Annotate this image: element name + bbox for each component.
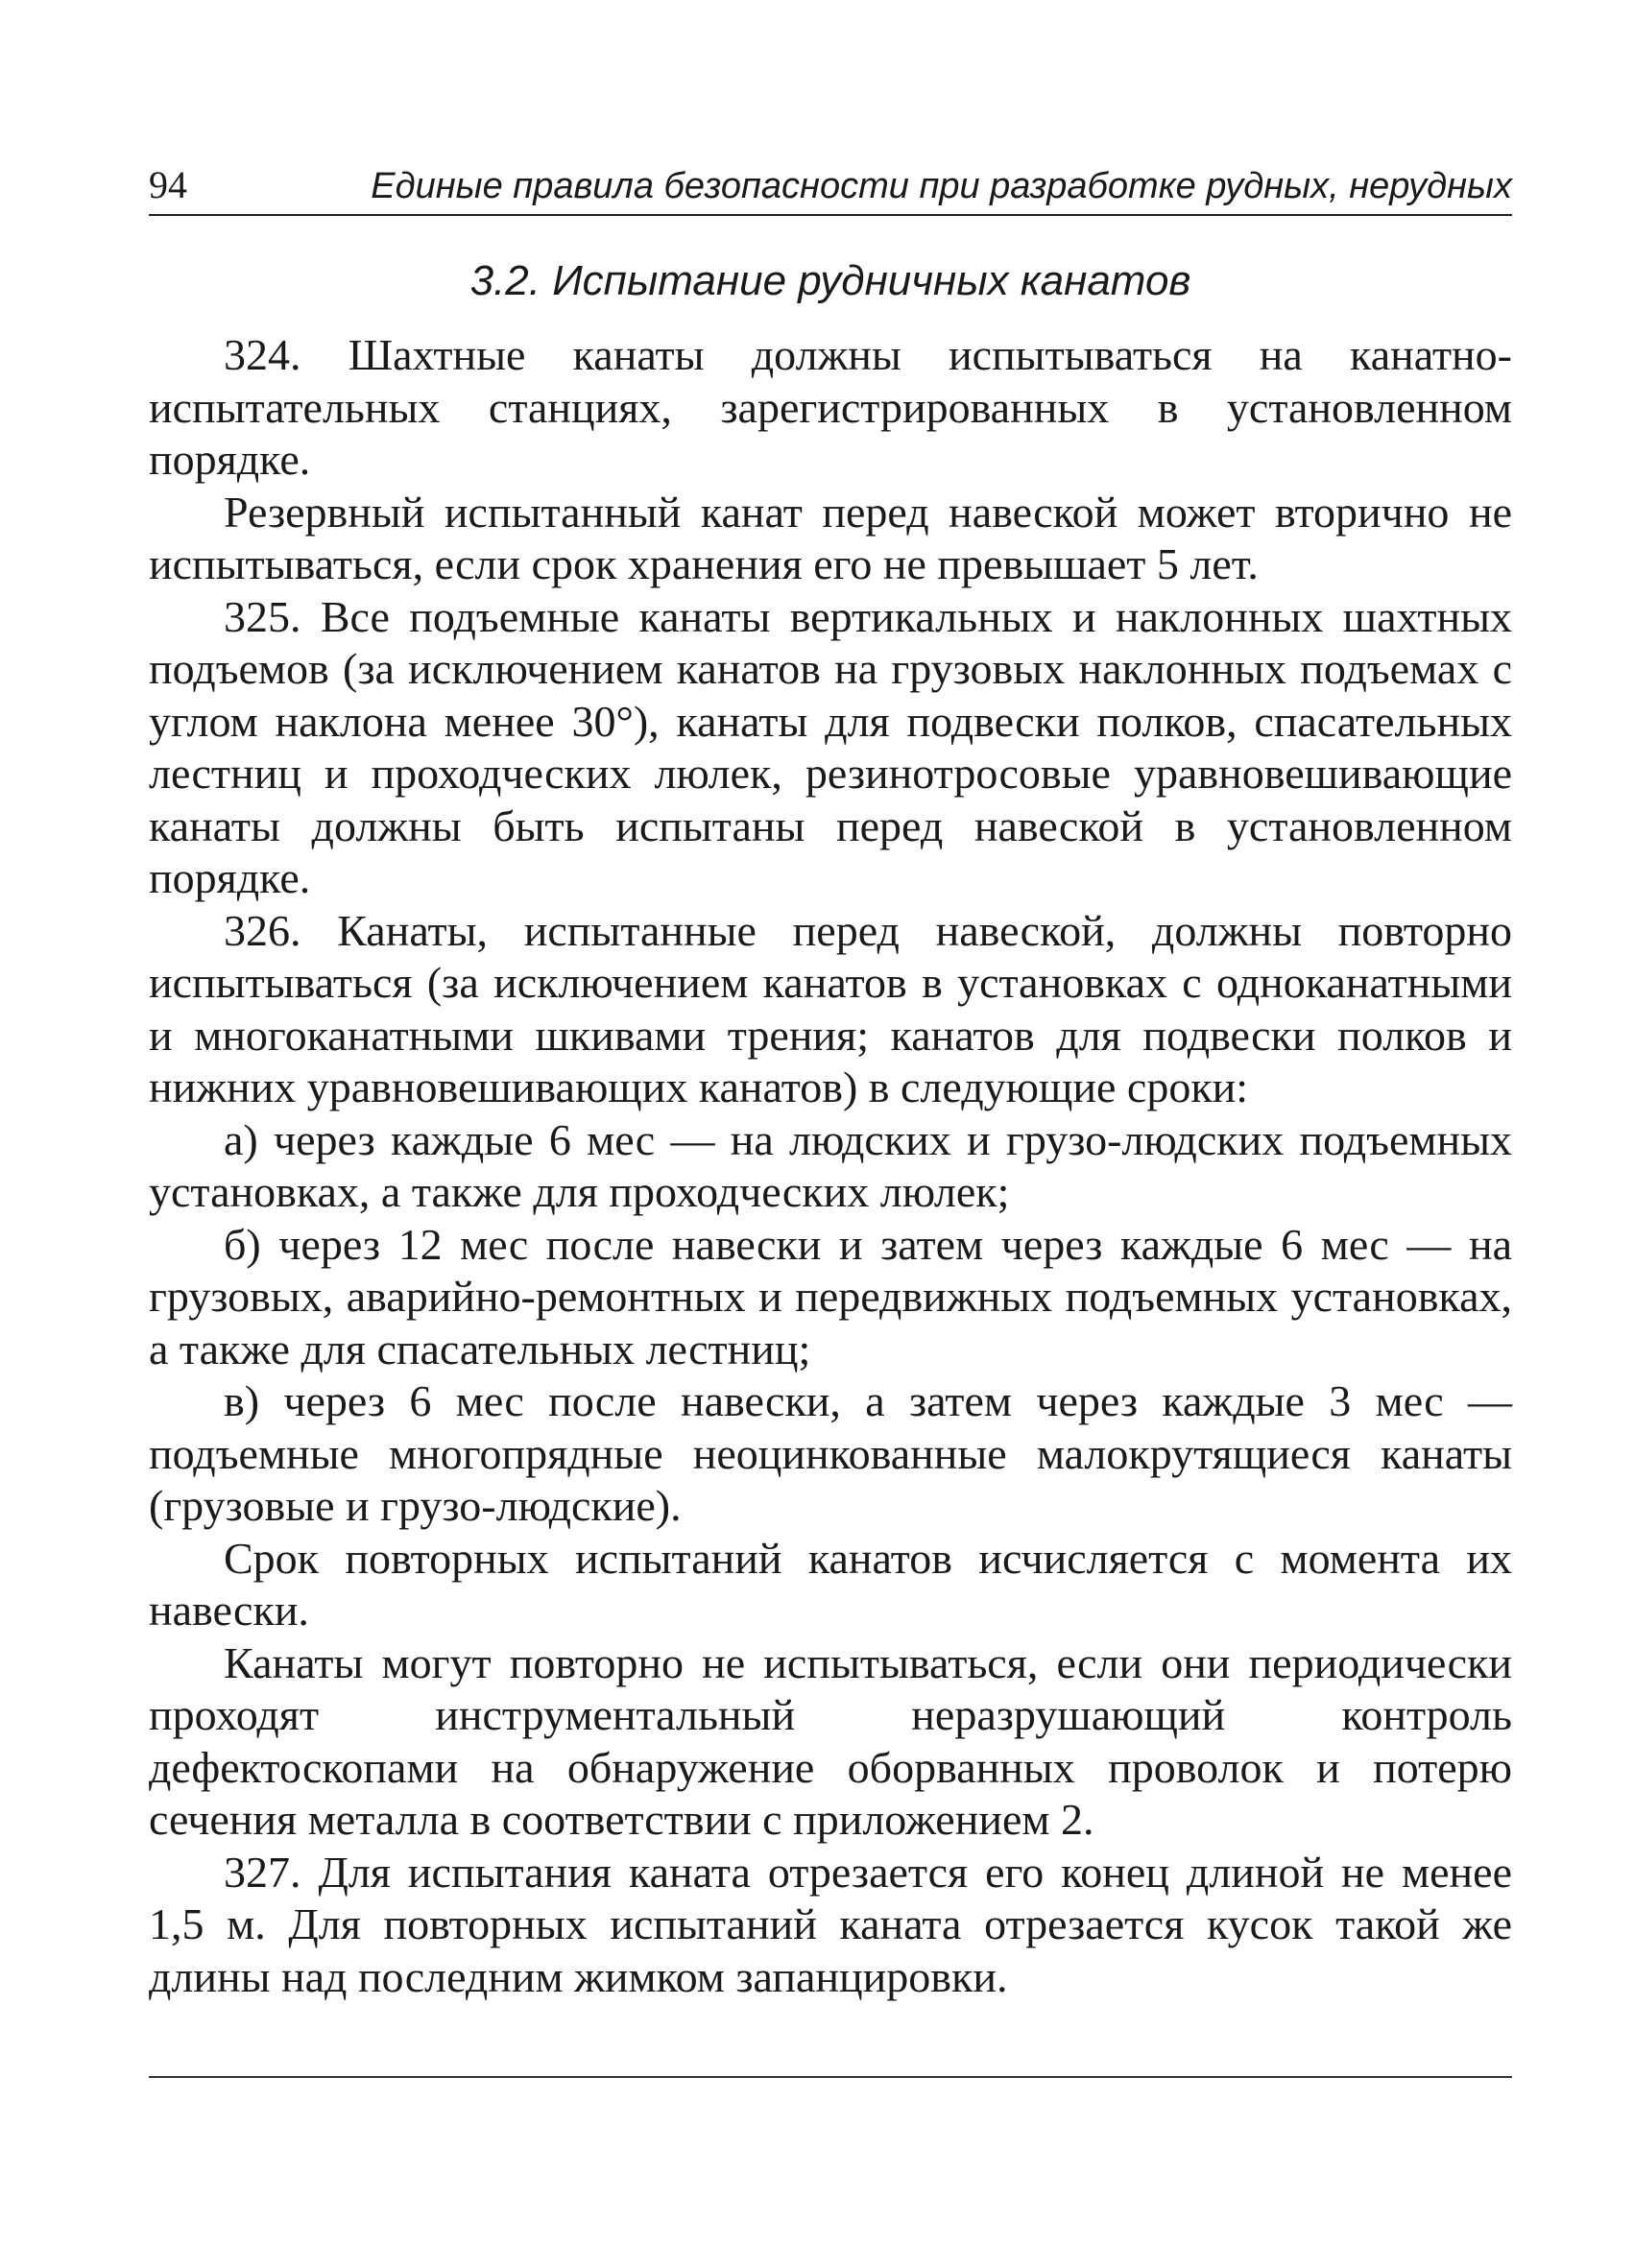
paragraph-defectoscope: Канаты могут повторно не испытываться, если они периодически проходят инструментальный неразрушающий контроль дефектоскопами на обнаружение оборванных проволок и потерю сечения металла в соответствии с приложением 2. bbox=[149, 1637, 1512, 1844]
section-title: 3.2. Испытание рудничных канатов bbox=[469, 257, 1191, 304]
body-text bbox=[149, 329, 1512, 2003]
running-head bbox=[149, 163, 1512, 216]
paragraph-327: 327. Для испытания каната отрезается его конец длиной не менее 1,5 м. Для повторных испытаний каната отрезается кусок такой же длины над последним жимком запанцировки. bbox=[149, 1847, 1512, 2001]
list-item-a: а) через каждые 6 мес — на людских и грузо-людских подъемных установках, а также для проходческих люлек; bbox=[149, 1114, 1512, 1216]
paragraph-reserve-rope: Резервный испытанный канат перед навеской может вторично не испытываться, если срок хранения его не превышает 5 лет. bbox=[149, 487, 1512, 588]
paragraph-325: 325. Все подъемные канаты вертикальных и наклонных шахтных подъемов (за исключением канатов на грузовых наклонных подъемах с углом наклона менее 30°), канаты для подвески полков, спасательных лестниц и проходческих люлек, резинотросовые уравновешивающие канаты должны быть испытаны перед навеской в установленном порядке. bbox=[149, 591, 1512, 902]
running-title: Единые правила безопасности при разработке рудных, нерудных bbox=[371, 166, 1512, 206]
paragraph-324: 324. Шахтные канаты должны испытываться на канатно-испытательных станциях, зарегистрированных в установленном порядке. bbox=[149, 330, 1512, 484]
paragraph-retest-period: Срок повторных испытаний канатов исчисляется с момента их навески. bbox=[149, 1533, 1512, 1635]
page-number: 94 bbox=[149, 163, 187, 206]
paragraph-326: 326. Канаты, испытанные перед навеской, должны повторно испытываться (за исключением канатов в установках с одноканатными и многоканатными шкивами трения; канатов для подвески полков и нижних уравновешивающих канатов) в следующие сроки: bbox=[149, 905, 1512, 1111]
list-item-v: в) через 6 мес после навески, а затем через каждые 3 мес — подъемные многопрядные неоцинкованные малокрутящиеся канаты (грузовые и грузо-людские). bbox=[149, 1376, 1512, 1530]
bottom-rule bbox=[149, 2076, 1512, 2078]
book-page bbox=[149, 163, 1512, 2003]
list-item-b: б) через 12 мес после навески и затем через каждые 6 мес — на грузовых, аварийно-ремонтных и передвижных подъемных установках, а также для спасательных лестниц; bbox=[149, 1219, 1512, 1373]
